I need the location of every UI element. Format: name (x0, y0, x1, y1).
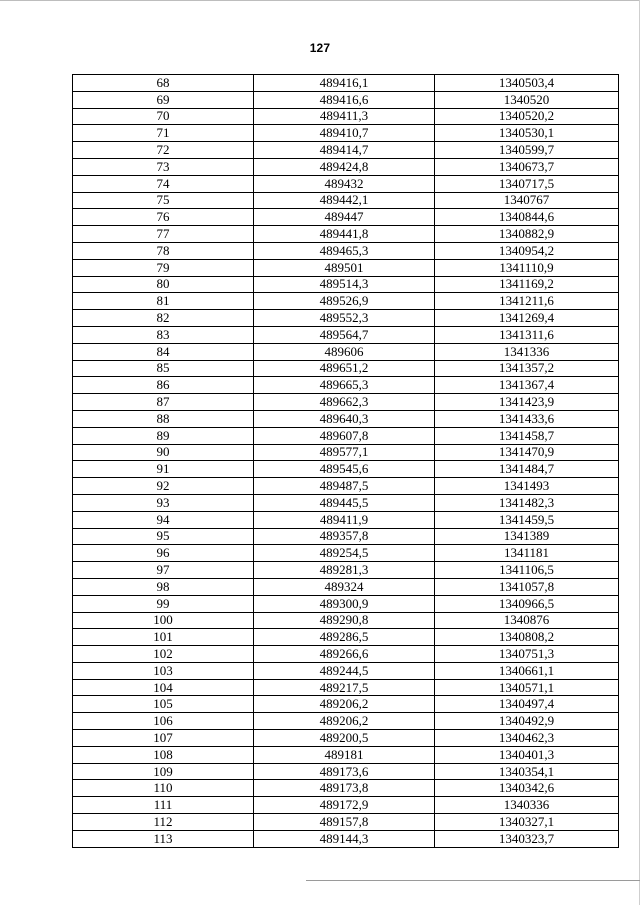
x-coordinate-cell: 489206,2 (254, 696, 435, 713)
x-coordinate-cell: 489144,3 (254, 830, 435, 847)
x-coordinate-cell: 489564,7 (254, 326, 435, 343)
point-number-cell: 81 (73, 293, 254, 310)
x-coordinate-cell: 489651,2 (254, 360, 435, 377)
point-number-cell: 77 (73, 226, 254, 243)
y-coordinate-cell: 1341482,3 (435, 494, 619, 511)
point-number-cell: 112 (73, 814, 254, 831)
y-coordinate-cell: 1341057,8 (435, 578, 619, 595)
y-coordinate-cell: 1341423,9 (435, 394, 619, 411)
y-coordinate-cell: 1340673,7 (435, 158, 619, 175)
point-number-cell: 87 (73, 394, 254, 411)
y-coordinate-cell: 1340327,1 (435, 814, 619, 831)
point-number-cell: 108 (73, 746, 254, 763)
y-coordinate-cell: 1340336 (435, 797, 619, 814)
point-number-cell: 93 (73, 494, 254, 511)
table-row (73, 713, 619, 730)
table-row (73, 545, 619, 562)
table-row (73, 293, 619, 310)
y-coordinate-cell: 1340520 (435, 91, 619, 108)
point-number-cell: 97 (73, 562, 254, 579)
table-row (73, 142, 619, 159)
x-coordinate-cell: 489290,8 (254, 612, 435, 629)
table-row (73, 662, 619, 679)
point-number-cell: 80 (73, 276, 254, 293)
y-coordinate-cell: 1341181 (435, 545, 619, 562)
y-coordinate-cell: 1341110,9 (435, 259, 619, 276)
y-coordinate-cell: 1341493 (435, 478, 619, 495)
y-coordinate-cell: 1340520,2 (435, 108, 619, 125)
x-coordinate-cell: 489526,9 (254, 293, 435, 310)
y-coordinate-cell: 1341357,2 (435, 360, 619, 377)
x-coordinate-cell: 489607,8 (254, 427, 435, 444)
y-coordinate-cell: 1340503,4 (435, 75, 619, 92)
table-row (73, 528, 619, 545)
x-coordinate-cell: 489244,5 (254, 662, 435, 679)
point-number-cell: 72 (73, 142, 254, 159)
y-coordinate-cell: 1340530,1 (435, 125, 619, 142)
y-coordinate-cell: 1340462,3 (435, 730, 619, 747)
page-number: 127 (309, 41, 331, 55)
page-bottom-rule (306, 880, 640, 881)
table-row (73, 494, 619, 511)
table-row (73, 343, 619, 360)
point-number-cell: 79 (73, 259, 254, 276)
y-coordinate-cell: 1340844,6 (435, 209, 619, 226)
point-number-cell: 90 (73, 444, 254, 461)
x-coordinate-cell: 489640,3 (254, 410, 435, 427)
y-coordinate-cell: 1340717,5 (435, 175, 619, 192)
table-row (73, 780, 619, 797)
point-number-cell: 71 (73, 125, 254, 142)
y-coordinate-cell: 1341458,7 (435, 427, 619, 444)
point-number-cell: 89 (73, 427, 254, 444)
y-coordinate-cell: 1341169,2 (435, 276, 619, 293)
point-number-cell: 106 (73, 713, 254, 730)
point-number-cell: 78 (73, 242, 254, 259)
point-number-cell: 88 (73, 410, 254, 427)
x-coordinate-cell: 489157,8 (254, 814, 435, 831)
y-coordinate-cell: 1341211,6 (435, 293, 619, 310)
y-coordinate-cell: 1341269,4 (435, 310, 619, 327)
x-coordinate-cell: 489662,3 (254, 394, 435, 411)
table-row (73, 377, 619, 394)
point-number-cell: 70 (73, 108, 254, 125)
y-coordinate-cell: 1340661,1 (435, 662, 619, 679)
y-coordinate-cell: 1341470,9 (435, 444, 619, 461)
point-number-cell: 102 (73, 646, 254, 663)
table-row (73, 175, 619, 192)
point-number-cell: 82 (73, 310, 254, 327)
point-number-cell: 92 (73, 478, 254, 495)
x-coordinate-cell: 489173,8 (254, 780, 435, 797)
table-row (73, 461, 619, 478)
x-coordinate-cell: 489410,7 (254, 125, 435, 142)
point-number-cell: 86 (73, 377, 254, 394)
y-coordinate-cell: 1341484,7 (435, 461, 619, 478)
x-coordinate-cell: 489545,6 (254, 461, 435, 478)
table-row (73, 91, 619, 108)
table-row (73, 730, 619, 747)
x-coordinate-cell: 489501 (254, 259, 435, 276)
table-row (73, 562, 619, 579)
x-coordinate-cell: 489411,9 (254, 511, 435, 528)
point-number-cell: 105 (73, 696, 254, 713)
x-coordinate-cell: 489411,3 (254, 108, 435, 125)
table-row (73, 310, 619, 327)
point-number-cell: 101 (73, 629, 254, 646)
point-number-cell: 103 (73, 662, 254, 679)
y-coordinate-cell: 1341389 (435, 528, 619, 545)
y-coordinate-cell: 1340751,3 (435, 646, 619, 663)
point-number-cell: 73 (73, 158, 254, 175)
table-row (73, 696, 619, 713)
x-coordinate-cell: 489324 (254, 578, 435, 595)
coordinates-table (72, 74, 619, 848)
x-coordinate-cell: 489424,8 (254, 158, 435, 175)
x-coordinate-cell: 489445,5 (254, 494, 435, 511)
y-coordinate-cell: 1341459,5 (435, 511, 619, 528)
y-coordinate-cell: 1340599,7 (435, 142, 619, 159)
point-number-cell: 104 (73, 679, 254, 696)
point-number-cell: 76 (73, 209, 254, 226)
point-number-cell: 98 (73, 578, 254, 595)
point-number-cell: 110 (73, 780, 254, 797)
x-coordinate-cell: 489416,1 (254, 75, 435, 92)
table-row (73, 814, 619, 831)
table-row (73, 276, 619, 293)
table-row (73, 108, 619, 125)
table-row (73, 360, 619, 377)
table-row (73, 326, 619, 343)
table-row (73, 410, 619, 427)
x-coordinate-cell: 489357,8 (254, 528, 435, 545)
y-coordinate-cell: 1340354,1 (435, 763, 619, 780)
table-row (73, 578, 619, 595)
x-coordinate-cell: 489487,5 (254, 478, 435, 495)
table-row (73, 830, 619, 847)
coordinates-table-body (73, 75, 619, 848)
x-coordinate-cell: 489172,9 (254, 797, 435, 814)
x-coordinate-cell: 489416,6 (254, 91, 435, 108)
x-coordinate-cell: 489300,9 (254, 595, 435, 612)
x-coordinate-cell: 489606 (254, 343, 435, 360)
x-coordinate-cell: 489432 (254, 175, 435, 192)
point-number-cell: 95 (73, 528, 254, 545)
point-number-cell: 75 (73, 192, 254, 209)
point-number-cell: 85 (73, 360, 254, 377)
x-coordinate-cell: 489286,5 (254, 629, 435, 646)
table-row (73, 259, 619, 276)
table-row (73, 75, 619, 92)
x-coordinate-cell: 489577,1 (254, 444, 435, 461)
point-number-cell: 91 (73, 461, 254, 478)
table-row (73, 158, 619, 175)
x-coordinate-cell: 489552,3 (254, 310, 435, 327)
page-top-edge (0, 0, 640, 1)
table-row (73, 612, 619, 629)
table-row (73, 595, 619, 612)
point-number-cell: 83 (73, 326, 254, 343)
table-row (73, 242, 619, 259)
y-coordinate-cell: 1341433,6 (435, 410, 619, 427)
x-coordinate-cell: 489206,2 (254, 713, 435, 730)
point-number-cell: 113 (73, 830, 254, 847)
table-row (73, 427, 619, 444)
table-row (73, 209, 619, 226)
point-number-cell: 69 (73, 91, 254, 108)
table-row (73, 511, 619, 528)
point-number-cell: 94 (73, 511, 254, 528)
point-number-cell: 96 (73, 545, 254, 562)
table-row (73, 679, 619, 696)
y-coordinate-cell: 1341367,4 (435, 377, 619, 394)
table-row (73, 192, 619, 209)
table-row (73, 763, 619, 780)
table-row (73, 478, 619, 495)
y-coordinate-cell: 1340882,9 (435, 226, 619, 243)
x-coordinate-cell: 489181 (254, 746, 435, 763)
y-coordinate-cell: 1341311,6 (435, 326, 619, 343)
y-coordinate-cell: 1341106,5 (435, 562, 619, 579)
x-coordinate-cell: 489173,6 (254, 763, 435, 780)
table-row (73, 646, 619, 663)
point-number-cell: 107 (73, 730, 254, 747)
table-row (73, 394, 619, 411)
point-number-cell: 109 (73, 763, 254, 780)
y-coordinate-cell: 1341336 (435, 343, 619, 360)
y-coordinate-cell: 1340808,2 (435, 629, 619, 646)
y-coordinate-cell: 1340571,1 (435, 679, 619, 696)
table-row (73, 125, 619, 142)
x-coordinate-cell: 489442,1 (254, 192, 435, 209)
x-coordinate-cell: 489266,6 (254, 646, 435, 663)
y-coordinate-cell: 1340954,2 (435, 242, 619, 259)
x-coordinate-cell: 489217,5 (254, 679, 435, 696)
point-number-cell: 99 (73, 595, 254, 612)
x-coordinate-cell: 489447 (254, 209, 435, 226)
point-number-cell: 100 (73, 612, 254, 629)
x-coordinate-cell: 489465,3 (254, 242, 435, 259)
y-coordinate-cell: 1340966,5 (435, 595, 619, 612)
y-coordinate-cell: 1340492,9 (435, 713, 619, 730)
point-number-cell: 111 (73, 797, 254, 814)
x-coordinate-cell: 489414,7 (254, 142, 435, 159)
x-coordinate-cell: 489665,3 (254, 377, 435, 394)
x-coordinate-cell: 489281,3 (254, 562, 435, 579)
point-number-cell: 68 (73, 75, 254, 92)
table-row (73, 629, 619, 646)
y-coordinate-cell: 1340767 (435, 192, 619, 209)
table-row (73, 797, 619, 814)
x-coordinate-cell: 489441,8 (254, 226, 435, 243)
y-coordinate-cell: 1340401,3 (435, 746, 619, 763)
x-coordinate-cell: 489254,5 (254, 545, 435, 562)
x-coordinate-cell: 489514,3 (254, 276, 435, 293)
table-row (73, 226, 619, 243)
point-number-cell: 74 (73, 175, 254, 192)
table-row (73, 444, 619, 461)
y-coordinate-cell: 1340342,6 (435, 780, 619, 797)
x-coordinate-cell: 489200,5 (254, 730, 435, 747)
point-number-cell: 84 (73, 343, 254, 360)
table-row (73, 746, 619, 763)
y-coordinate-cell: 1340323,7 (435, 830, 619, 847)
y-coordinate-cell: 1340497,4 (435, 696, 619, 713)
y-coordinate-cell: 1340876 (435, 612, 619, 629)
